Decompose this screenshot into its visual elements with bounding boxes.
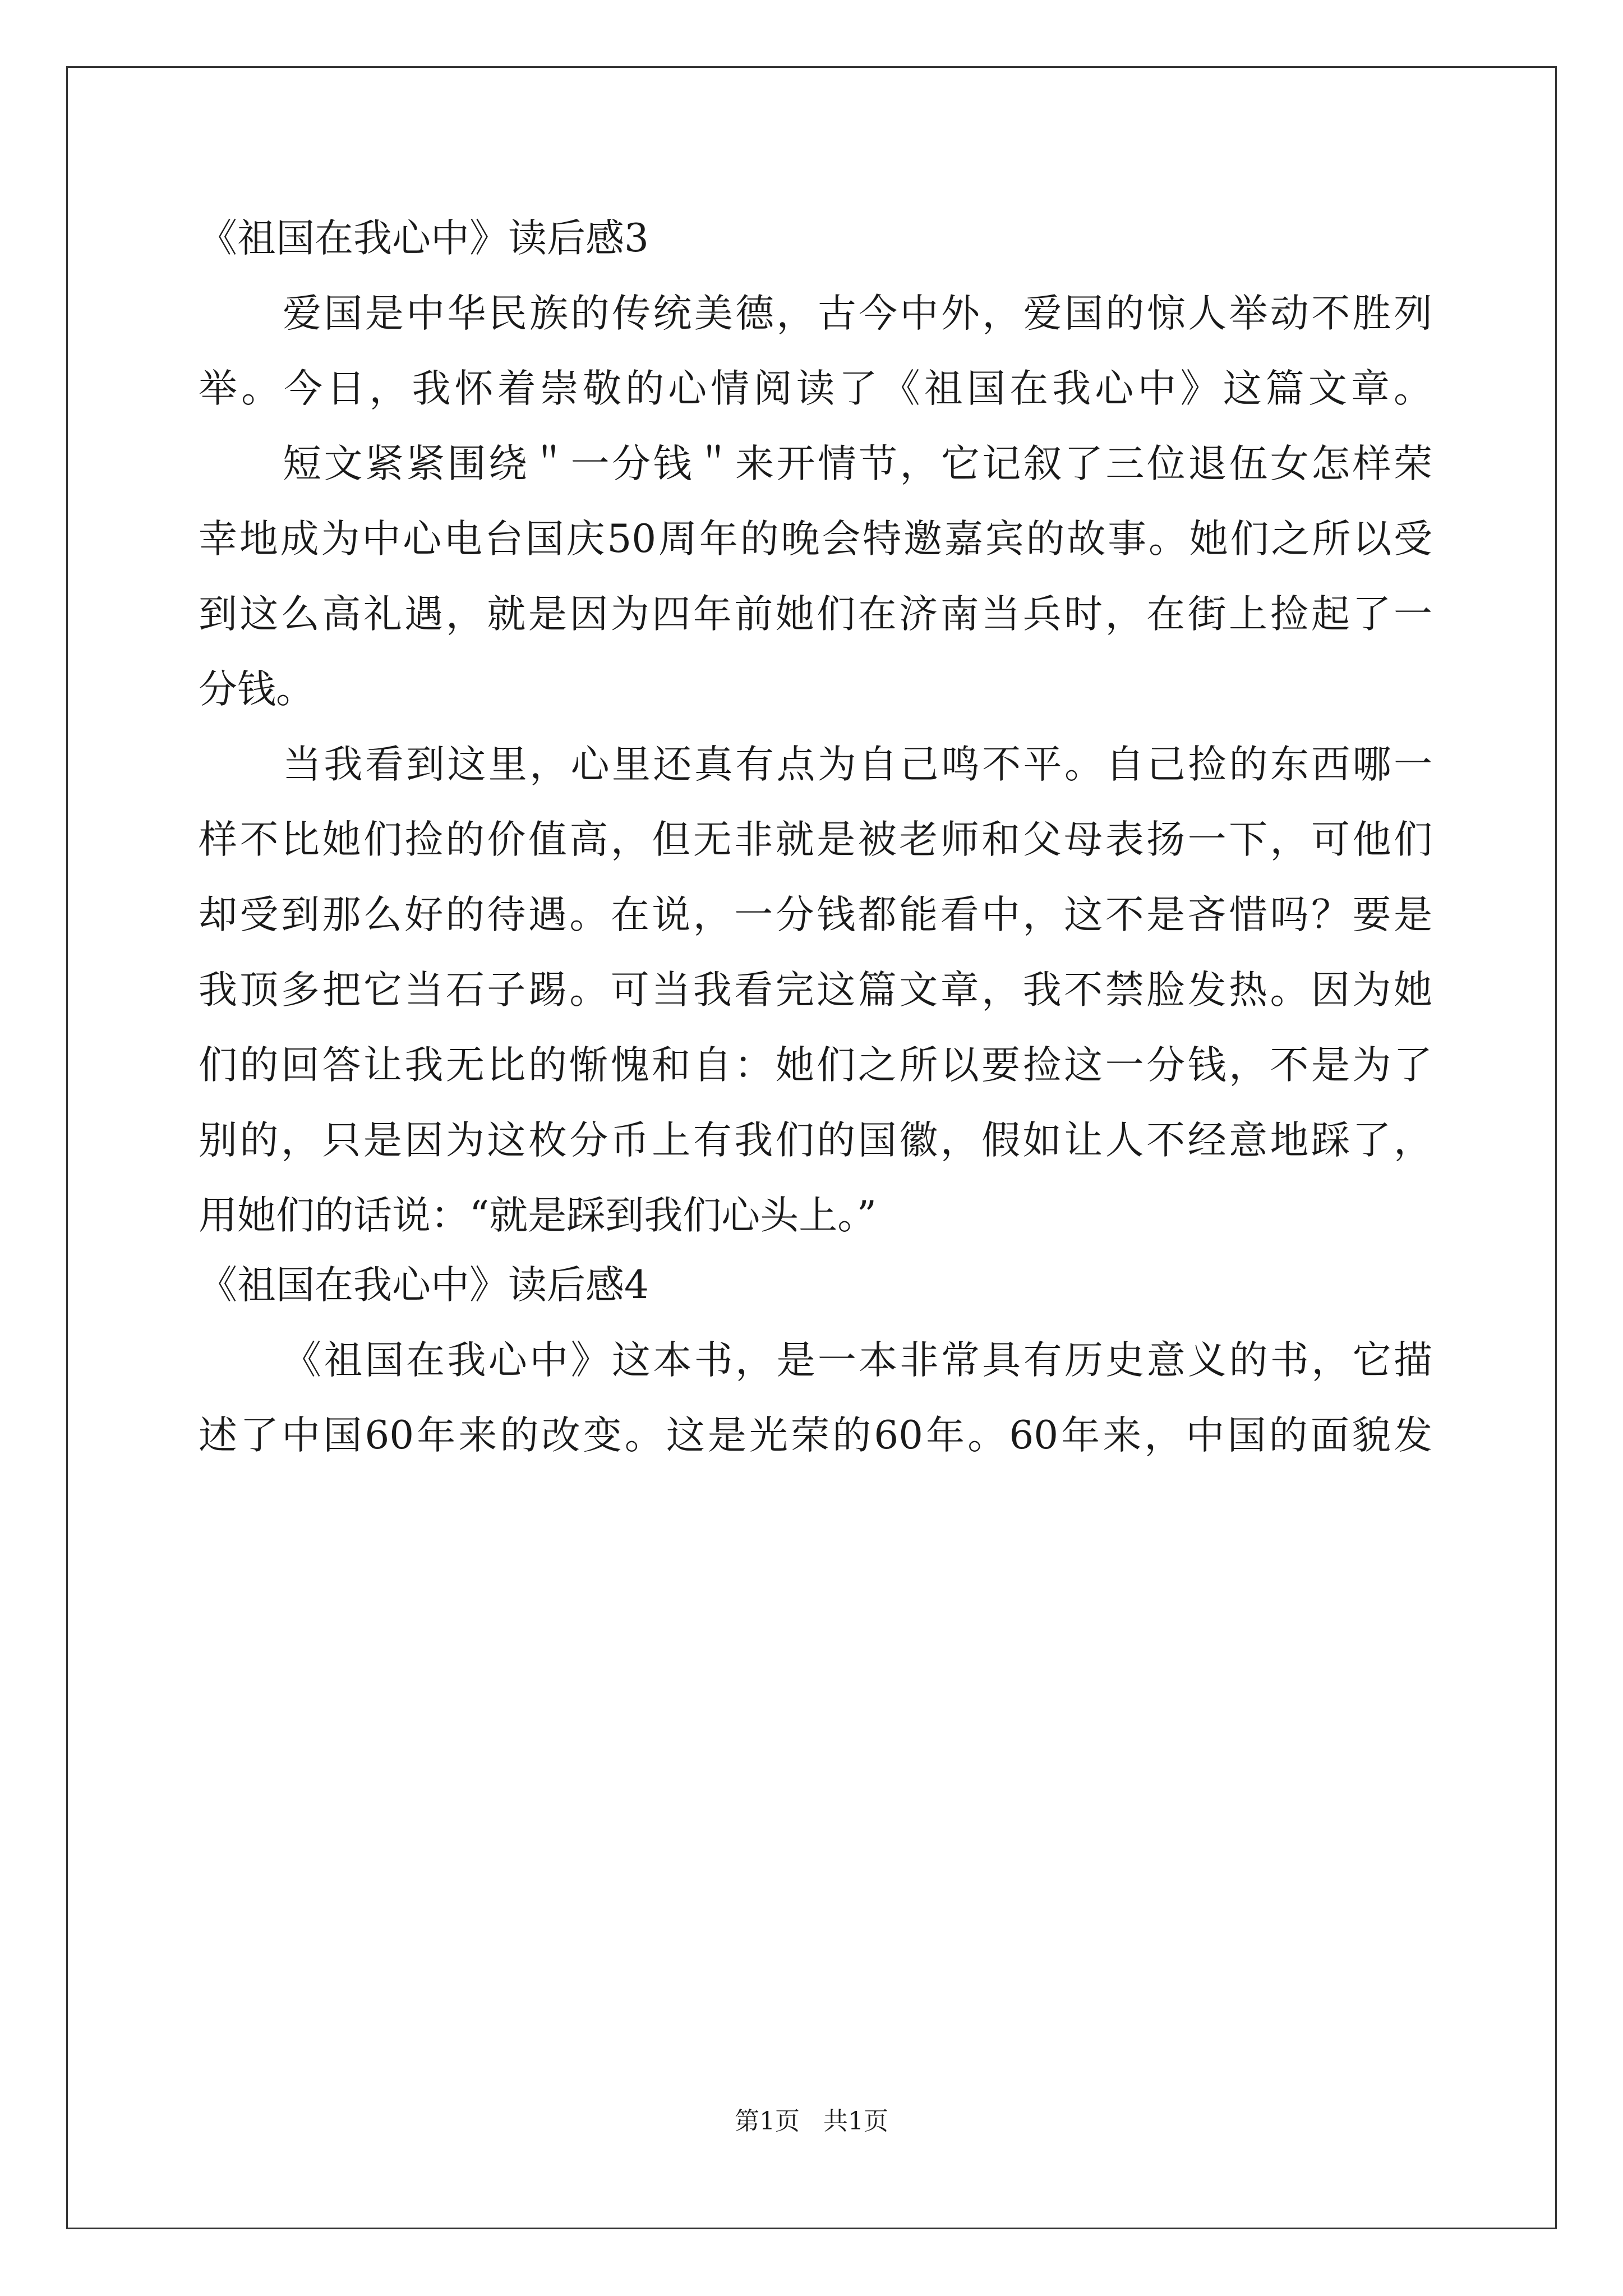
paragraph-line: 当我看到这里，心里还真有点为自己鸣不平。自己捡的东西哪一 <box>283 742 1432 787</box>
paragraph-line: 分钱。 <box>199 667 315 712</box>
paragraph-line: 述了中国60年来的改变。这是光荣的60年。60年来，中国的面貌发 <box>199 1413 1432 1458</box>
paragraph-line: 爱国是中华民族的传统美德，古今中外，爱国的惊人举动不胜列 <box>283 291 1432 336</box>
paragraph-line: 我顶多把它当石子踢。可当我看完这篇文章，我不禁脸发热。因为她 <box>199 968 1432 1013</box>
paragraph-line: 却受到那么好的待遇。在说，一分钱都能看中，这不是吝惜吗？要是 <box>199 892 1432 937</box>
page-footer <box>0 2105 1623 2138</box>
page-number-total: 共1页 <box>823 2107 888 2136</box>
paragraph-line: 《祖国在我心中》这本书，是一本非常具有历史意义的书，它描 <box>283 1338 1432 1383</box>
paragraph-line: 样不比她们捡的价值高，但无非就是被老师和父母表扬一下，可他们 <box>199 817 1432 862</box>
section-heading-3: 《祖国在我心中》读后感3 <box>199 216 649 261</box>
paragraph-line: 用她们的话说：“就是踩到我们心头上。” <box>199 1193 877 1238</box>
paragraph-line: 举。今日，我怀着崇敬的心情阅读了《祖国在我心中》这篇文章。 <box>199 366 1432 411</box>
paragraph-line: 们的回答让我无比的惭愧和自：她们之所以要捡这一分钱，不是为了 <box>199 1043 1432 1088</box>
page-number-current: 第1页 <box>735 2107 800 2136</box>
paragraph-line: 别的，只是因为这枚分币上有我们的国徽，假如让人不经意地踩了， <box>199 1118 1432 1163</box>
paragraph-line: 短文紧紧围绕＂一分钱＂来开情节，它记叙了三位退伍女怎样荣 <box>283 441 1432 486</box>
section-heading-4: 《祖国在我心中》读后感4 <box>199 1263 649 1308</box>
paragraph-line: 幸地成为中心电台国庆50周年的晚会特邀嘉宾的故事。她们之所以受 <box>199 517 1432 562</box>
paragraph-line: 到这么高礼遇，就是因为四年前她们在济南当兵时，在街上捡起了一 <box>199 592 1432 637</box>
